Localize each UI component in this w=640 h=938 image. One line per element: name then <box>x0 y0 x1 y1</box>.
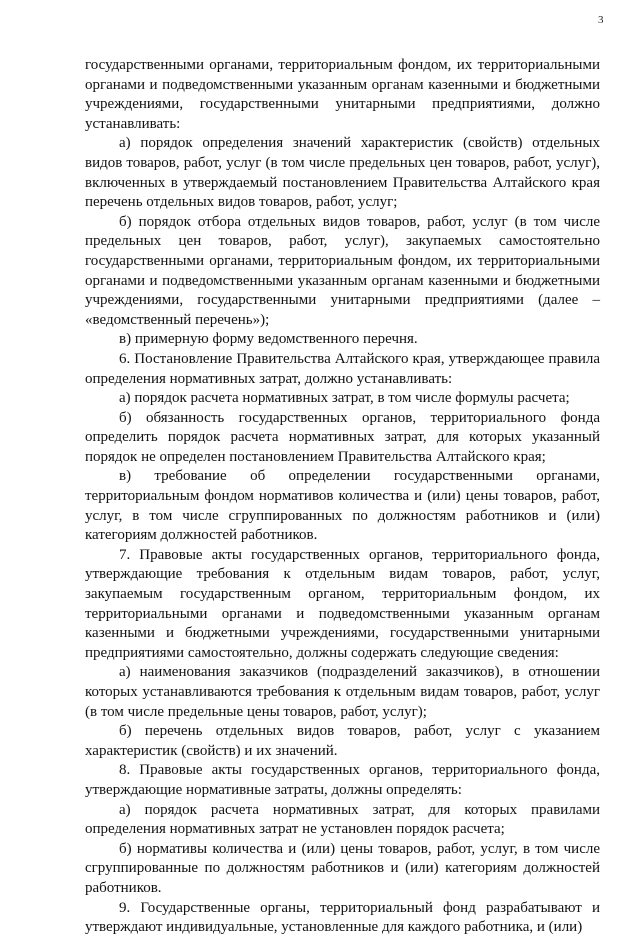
paragraph-item-7a: а) наименования заказчиков (подразделений заказчиков), в отношении которых устанавливаются требования к отдельным видам товаров, работ, услуг (в том числе предельные цены товаров, работ, услуг); <box>85 664 600 720</box>
paragraph-item-5b: б) порядок отбора отдельных видов товаров, работ, услуг (в том числе предельных цен товаров, работ, услуг), закупаемых самостоятельно государственными органами, территориальным фондом, их территориальными органами и подведомственными указанным органам казенными и бюджетными учреждениями, государственными унитарными предприятиями (далее – «ведомственный перечень»); <box>85 213 600 328</box>
paragraph-item-6b: б) обязанность государственных органов, территориального фонда определить порядок расчета нормативных затрат, для которых указанный порядок не определен постановлением Правительства Алтайского края; <box>85 409 600 465</box>
paragraph-item-6v: в) требование об определении государственными органами, территориальным фондом нормативов количества и (или) цены товаров, работ, услуг, в том числе сгруппированных по должностям работников и (или) категориям должностей работников. <box>85 468 600 544</box>
page-number: 3 <box>598 14 604 26</box>
paragraph-point-7: 7. Правовые акты государственных органов, территориального фонда, утверждающие требования к отдельным видам товаров, работ, услуг, закупаемым государственным органом, территориальным фондом, их территориальными органами и подведомственными указанным органам казенными и бюджетными учреждениями, государственными унитарными предприятиями самостоятельно, должны содержать следующие сведения: <box>85 546 600 661</box>
paragraph-item-6a: а) порядок расчета нормативных затрат, в том числе формулы расчета; <box>119 390 570 407</box>
paragraph-item-7b: б) перечень отдельных видов товаров, работ, услуг с указанием характеристик (свойств) и их значений. <box>85 723 600 759</box>
paragraph-point-9: 9. Государственные органы, территориальный фонд разрабатывают и утверждают индивидуальные, установленные для каждого работника, и (или) <box>85 899 600 936</box>
paragraph-item-5a: а) порядок определения значений характеристик (свойств) отдельных видов товаров, работ, услуг (в том числе предельных цен товаров, работ, услуг), включенных в утверждаемый постановлением Правительства Алтайского края перечень отдельных видов товаров, работ, услуг; <box>85 135 600 211</box>
document-body <box>85 56 600 938</box>
paragraph-item-5v: в) примерную форму ведомственного перечня. <box>119 331 418 348</box>
paragraph-item-8a: а) порядок расчета нормативных затрат, для которых правилами определения нормативных затрат не установлен порядок расчета; <box>85 801 600 838</box>
paragraph-continuation: государственными органами, территориальным фондом, их территориальными органами и подведомственными указанным органам казенными и бюджетными учреждениями, государственными унитарными предприятиями, должно устанавливать: <box>85 57 600 132</box>
paragraph-point-6: 6. Постановление Правительства Алтайского края, утверждающее правила определения нормативных затрат, должно устанавливать: <box>85 350 600 387</box>
paragraph-item-8b: б) нормативы количества и (или) цены товаров, работ, услуг, в том числе сгруппированные по должностям работников и (или) категориям должностей работников. <box>85 840 600 896</box>
paragraph-point-8: 8. Правовые акты государственных органов, территориального фонда, утверждающие нормативные затраты, должны определять: <box>85 762 600 798</box>
